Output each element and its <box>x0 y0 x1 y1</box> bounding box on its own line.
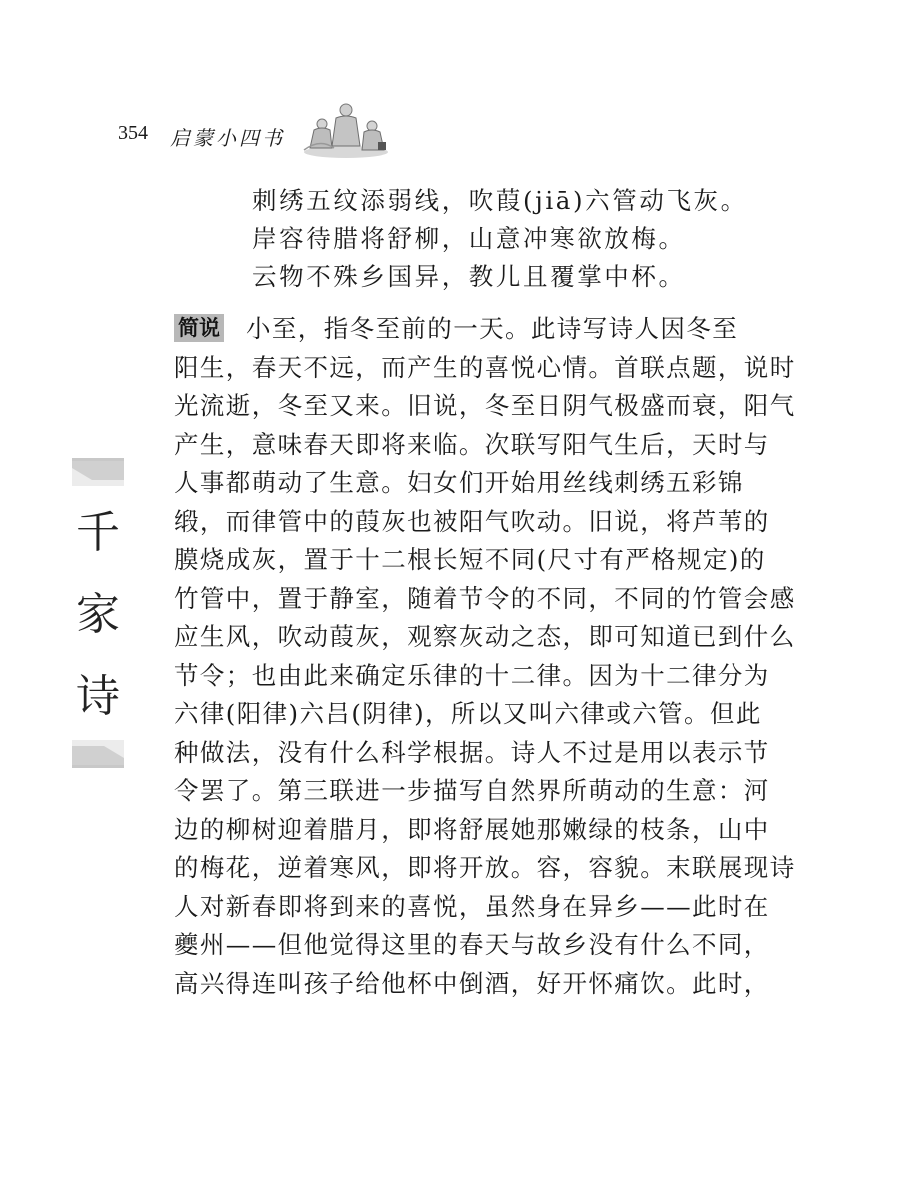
commentary-line: 边的柳树迎着腊月，即将舒展她那嫩绿的枝条，山中 <box>174 814 770 844</box>
book-title: 启蒙小四书 <box>170 126 285 150</box>
commentary-line: 人事都萌动了生意。妇女们开始用丝线刺绣五彩锦 <box>174 468 744 497</box>
commentary-line: 光流逝，冬至又来。旧说，冬至日阴气极盛而衰，阳气 <box>174 391 796 420</box>
poem-verses <box>252 182 748 296</box>
commentary-section <box>174 310 796 1003</box>
commentary-line: 的梅花，逆着寒风，即将开放。容，容貌。末联展现诗 <box>174 853 796 882</box>
scholars-illustration-icon <box>300 98 392 160</box>
commentary-tag: 简说 <box>174 314 224 342</box>
poem-line: 刺绣五纹添弱线，吹葭(jiā)六管动飞灰。 <box>252 186 748 215</box>
commentary-line: 种做法，没有什么科学根据。诗人不过是用以表示节 <box>174 737 770 767</box>
poem-line: 云物不殊乡国异，教儿且覆掌中杯。 <box>252 262 686 291</box>
bottom-bracket-icon <box>72 740 124 768</box>
side-char: 家 <box>76 589 120 640</box>
page-number: 354 <box>118 122 148 144</box>
side-char: 千 <box>76 507 120 558</box>
top-bracket-icon <box>72 458 124 486</box>
commentary-line: 节令；也由此来确定乐律的十二律。因为十二律分为 <box>174 660 770 690</box>
commentary-line: 膜烧成灰，置于十二根长短不同(尺寸有严格规定)的 <box>174 545 766 574</box>
commentary-text: 小至，指冬至前的一天。此诗写诗人因冬至 <box>246 314 739 343</box>
side-section-label <box>72 458 124 768</box>
commentary-line: 人对新春即将到来的喜悦，虽然身在异乡——此时在 <box>174 891 770 921</box>
commentary-line: 应生风，吹动葭灰，观察灰动之态，即可知道已到什么 <box>174 622 796 651</box>
commentary-first-line <box>174 310 744 349</box>
poem-line: 岸容待腊将舒柳，山意冲寒欲放梅。 <box>252 224 686 253</box>
commentary-line: 阳生，春天不远，而产生的喜悦心情。首联点题，说时 <box>174 352 796 382</box>
commentary-line: 夔州——但他觉得这里的春天与故乡没有什么不同， <box>174 930 770 959</box>
commentary-line: 六律(阳律)六吕(阴律)，所以又叫六律或六管。但此 <box>174 699 762 728</box>
commentary-line: 令罢了。第三联进一步描写自然界所萌动的生意：河 <box>174 776 770 805</box>
side-char: 诗 <box>76 671 120 722</box>
commentary-line: 竹管中，置于静室，随着节令的不同，不同的竹管会感 <box>174 583 796 613</box>
commentary-line: 缎，而律管中的葭灰也被阳气吹动。旧说，将芦苇的 <box>174 506 770 536</box>
commentary-line: 高兴得连叫孩子给他杯中倒酒，好开怀痛饮。此时， <box>174 968 770 998</box>
commentary-line: 产生，意味春天即将来临。次联写阳气生后，天时与 <box>174 429 770 459</box>
